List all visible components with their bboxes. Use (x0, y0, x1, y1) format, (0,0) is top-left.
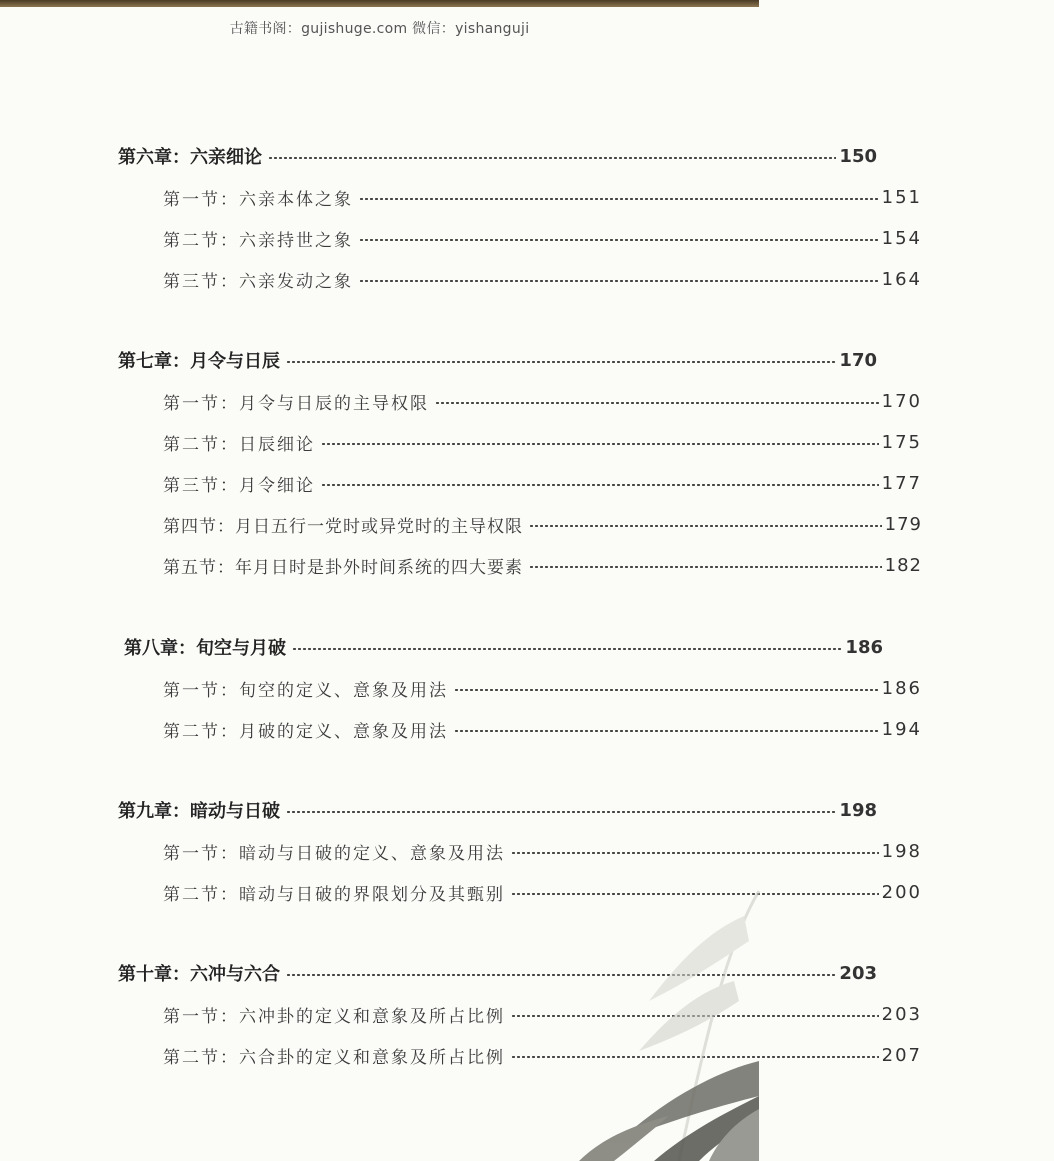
toc-section-entry (0, 427, 1054, 457)
toc-section-entry (0, 673, 1054, 703)
toc-page-number: 182 (884, 554, 922, 576)
toc-entry-label: 第二节：日辰细论 (163, 434, 315, 455)
dot-leader (529, 566, 882, 568)
dot-leader (286, 811, 836, 813)
toc-entry-label: 第一节：旬空的定义、意象及用法 (163, 680, 448, 701)
toc-chapter-entry (0, 345, 1009, 375)
toc-page-number: 186 (845, 636, 883, 658)
dot-leader (321, 484, 879, 486)
toc-page-number: 150 (839, 145, 877, 167)
toc-page-number: 194 (881, 718, 922, 740)
toc-entry-label: 第七章：月令与日辰 (118, 351, 280, 372)
dot-leader (359, 280, 879, 282)
toc-page-number: 175 (881, 431, 922, 453)
toc-entry-label: 第五节：年月日时是卦外时间系统的四大要素 (163, 557, 523, 578)
dot-leader (359, 239, 879, 241)
toc-section-entry (0, 877, 1054, 907)
toc-section-entry (0, 182, 1054, 212)
toc-entry-label: 第八章：旬空与月破 (124, 638, 286, 659)
dot-leader (454, 730, 879, 732)
toc-section-entry (0, 509, 1054, 539)
toc-page-number: 203 (839, 962, 877, 984)
toc-page-number: 154 (881, 227, 922, 249)
dot-leader (359, 198, 879, 200)
toc-chapter-entry (0, 958, 1009, 988)
toc-section-entry (0, 386, 1054, 416)
toc-entry-label: 第三节：六亲发动之象 (163, 271, 353, 292)
toc-chapter-entry (0, 141, 1009, 171)
dot-leader (321, 443, 879, 445)
toc-section-entry (0, 836, 1054, 866)
toc-page-number: 207 (881, 1044, 922, 1066)
toc-section-entry (0, 468, 1054, 498)
toc-page-number: 164 (881, 268, 922, 290)
toc-section-entry (0, 1040, 1054, 1070)
toc-page-number: 151 (881, 186, 922, 208)
bamboo-ink-decoration (559, 821, 759, 1161)
toc-section-entry (0, 264, 1054, 294)
toc-chapter-entry (0, 632, 1015, 662)
toc-page-number: 170 (881, 390, 922, 412)
toc-entry-label: 第四节：月日五行一党时或异党时的主导权限 (163, 516, 523, 537)
toc-page-number: 186 (881, 677, 922, 699)
toc-entry-label: 第一节：月令与日辰的主导权限 (163, 393, 429, 414)
toc-entry-label: 第二节：暗动与日破的界限划分及其甄别 (163, 884, 505, 905)
toc-section-entry (0, 714, 1054, 744)
toc-entry-label: 第二节：六亲持世之象 (163, 230, 353, 251)
toc-section-entry (0, 999, 1054, 1029)
toc-section-entry (0, 550, 1054, 580)
toc-entry-label: 第十章：六冲与六合 (118, 964, 280, 985)
toc-page-number: 200 (881, 881, 922, 903)
toc-entry-label: 第一节：六冲卦的定义和意象及所占比例 (163, 1006, 505, 1027)
toc-page-number: 177 (881, 472, 922, 494)
toc-entry-label: 第二节：六合卦的定义和意象及所占比例 (163, 1047, 505, 1068)
dot-leader (435, 402, 879, 404)
toc-chapter-entry (0, 795, 1009, 825)
dot-leader (268, 157, 836, 159)
toc-entry-label: 第六章：六亲细论 (118, 147, 262, 168)
toc-section-entry (0, 223, 1054, 253)
toc-page-number: 170 (839, 349, 877, 371)
dot-leader (286, 361, 836, 363)
toc-entry-label: 第三节：月令细论 (163, 475, 315, 496)
toc-page-number: 198 (839, 799, 877, 821)
toc-entry-label: 第一节：六亲本体之象 (163, 189, 353, 210)
dot-leader (529, 525, 882, 527)
toc-page-number: 203 (881, 1003, 922, 1025)
toc-entry-label: 第一节：暗动与日破的定义、意象及用法 (163, 843, 505, 864)
toc-entry-label: 第二节：月破的定义、意象及用法 (163, 721, 448, 742)
toc-page-number: 179 (884, 513, 922, 535)
toc-entry-label: 第九章：暗动与日破 (118, 801, 280, 822)
dot-leader (292, 648, 842, 650)
toc-page-number: 198 (881, 840, 922, 862)
site-watermark: 古籍书阁：gujishuge.com 微信：yishanguji (229, 21, 530, 37)
dot-leader (454, 689, 879, 691)
